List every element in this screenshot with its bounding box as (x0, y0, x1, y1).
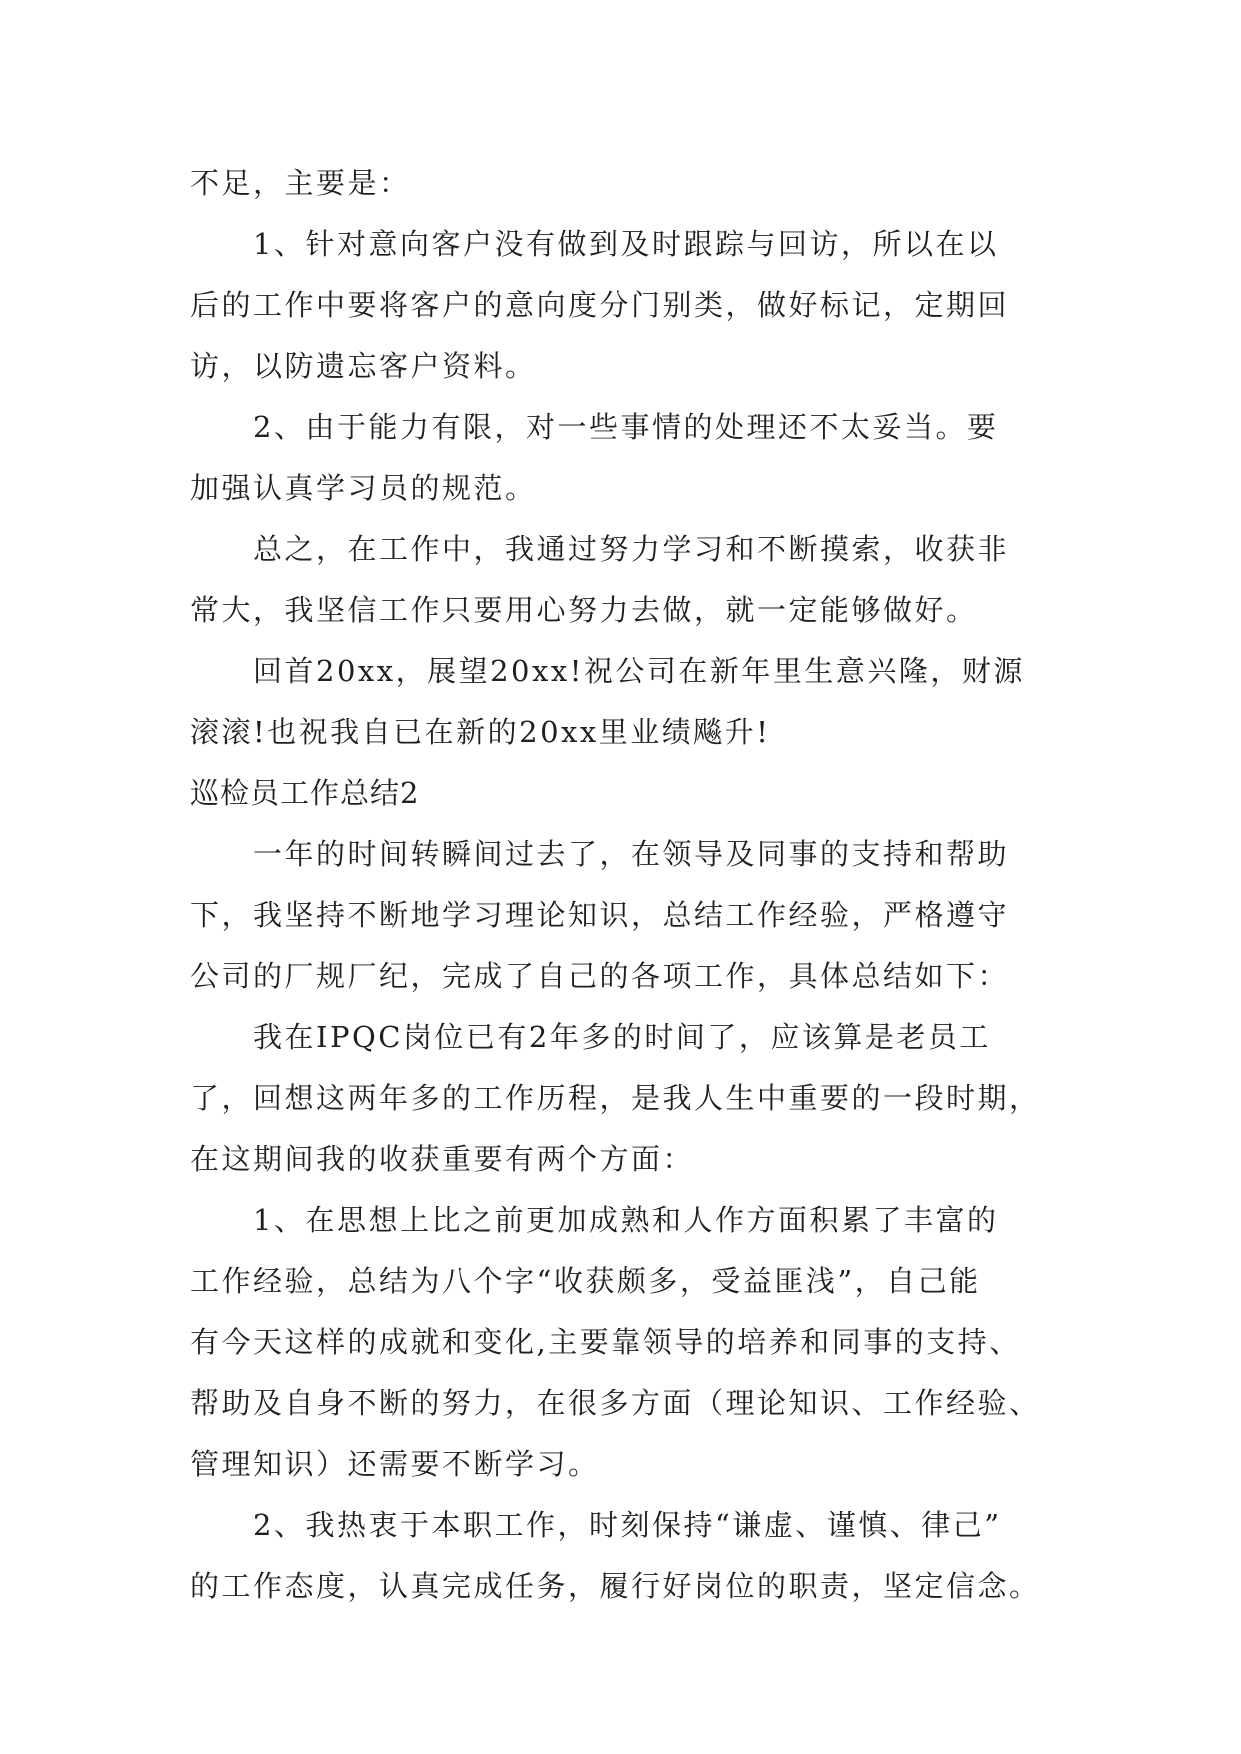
section-heading: 巡检员工作总结2 (190, 776, 420, 810)
text-line: 回首20xx，展望20xx!祝公司在新年里生意兴隆，财源 (190, 654, 1025, 688)
text-line: 2、我热衷于本职工作，时刻保持“谦虚、谨慎、律己” (190, 1508, 1002, 1542)
text-line: 1、针对意向客户没有做到及时跟踪与回访，所以在以 (190, 227, 999, 261)
text-line: 下，我坚持不断地学习理论知识，总结工作经验，严格遵守 (190, 898, 1010, 932)
text-line: 1、在思想上比之前更加成熟和人作方面积累了丰富的 (190, 1203, 999, 1237)
document-body (190, 153, 1060, 1617)
text-line: 帮助及自身不断的努力，在很多方面（理论知识、工作经验、 (190, 1386, 1041, 1420)
text-line: 滚滚!也祝我自已在新的20xx里业绩飚升! (190, 715, 771, 749)
text-line: 在这期间我的收获重要有两个方面： (190, 1142, 695, 1176)
text-line: 我在IPQC岗位已有2年多的时间了，应该算是老员工 (190, 1020, 991, 1054)
text-line: 总之，在工作中，我通过努力学习和不断摸索，收获非 (190, 532, 1010, 566)
text-line: 公司的厂规厂纪，完成了自己的各项工作，具体总结如下： (190, 959, 1010, 993)
text-line: 工作经验，总结为八个字“收获颇多，受益匪浅”，自己能 (190, 1264, 981, 1298)
text-line: 管理知识）还需要不断学习。 (190, 1447, 600, 1481)
text-line: 2、由于能力有限，对一些事情的处理还不太妥当。要 (190, 410, 999, 444)
text-line: 一年的时间转瞬间过去了，在领导及同事的支持和帮助 (190, 837, 1010, 871)
text-line: 了，回想这两年多的工作历程，是我人生中重要的一段时期， (190, 1081, 1041, 1115)
text-line: 有今天这样的成就和变化,主要靠领导的培养和同事的支持、 (190, 1325, 1021, 1359)
text-line: 加强认真学习员的规范。 (190, 471, 537, 505)
text-line: 后的工作中要将客户的意向度分门别类，做好标记，定期回 (190, 288, 1010, 322)
text-line: 的工作态度，认真完成任务，履行好岗位的职责，坚定信念。 (190, 1569, 1041, 1603)
text-line: 访，以防遗忘客户资料。 (190, 349, 537, 383)
text-line: 不足，主要是： (190, 166, 411, 200)
text-line: 常大，我坚信工作只要用心努力去做，就一定能够做好。 (190, 593, 978, 627)
